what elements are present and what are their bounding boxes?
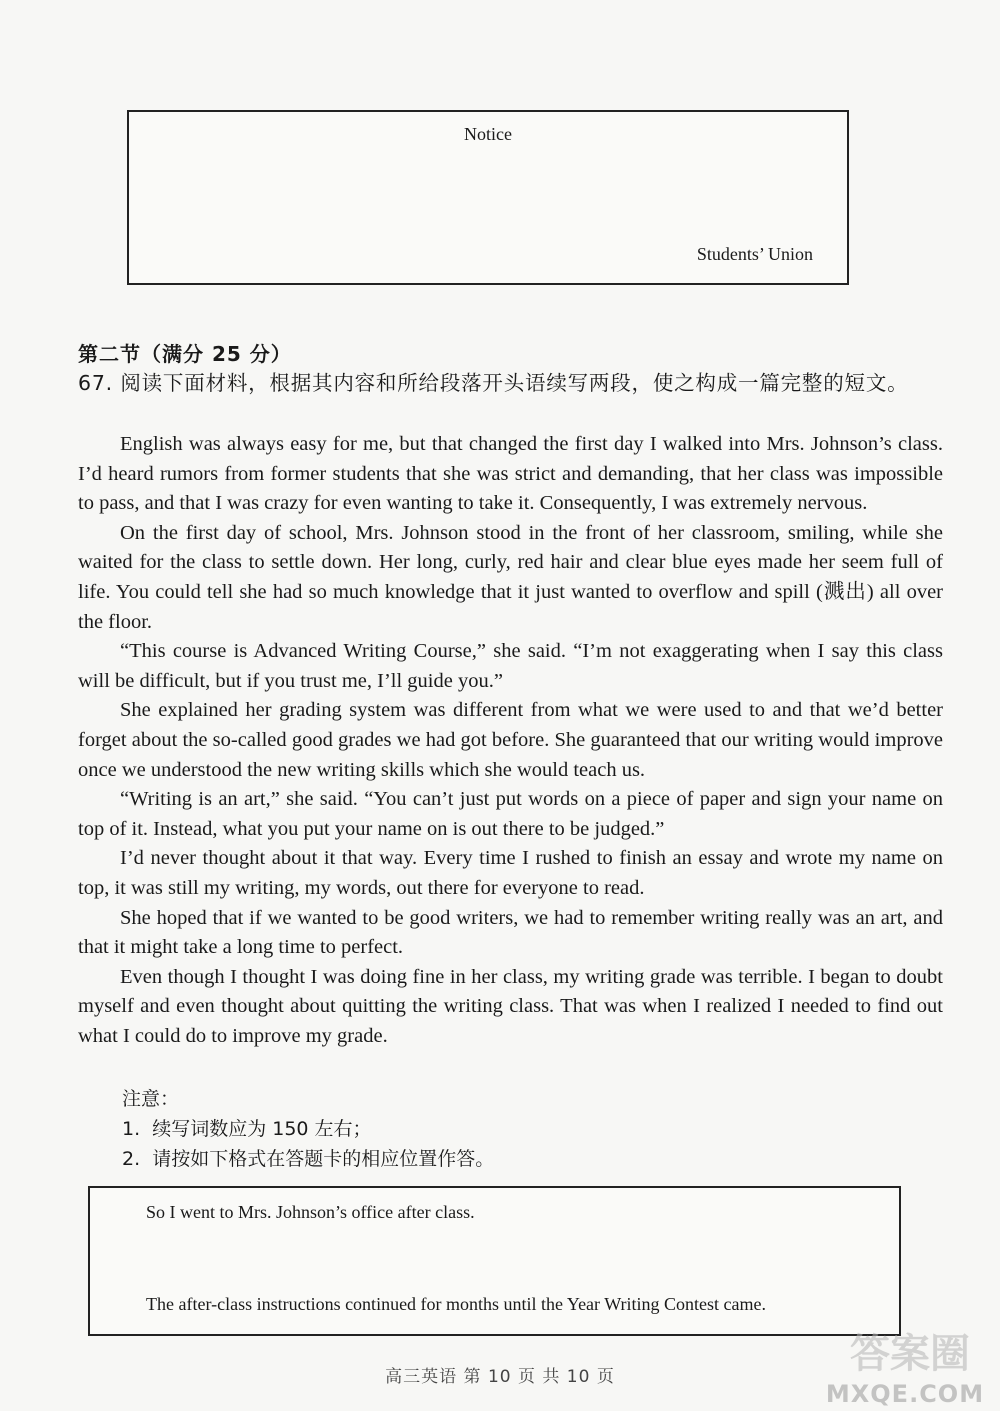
passage-paragraph: “Writing is an art,” she said. “You can’t just put words on a piece of paper and sign your name on top of it. Instead, what you put your name on is out there to be judged.” (78, 788, 943, 840)
notes-heading: 注意： (122, 1088, 180, 1110)
passage (78, 430, 943, 1051)
passage-paragraph: She explained her grading system was different from what we were used to and that we’d better forget about the so-called good grades we had got before. She guaranteed that our writing would improve once we understood the new writing skills which she would teach us. (78, 699, 943, 781)
passage-paragraph: She hoped that if we wanted to be good writers, we had to remember writing really was an art, and that it might take a long time to perfect. (78, 906, 943, 959)
watermark-site: MXQE.COM (825, 1380, 985, 1408)
passage-paragraph: I’d never thought about it that way. Every time I rushed to finish an essay and wrote my name on top, it was still my writing, my words, out there for everyone to read. (78, 847, 943, 899)
note-item: 1. 续写词数应为 150 左右； (122, 1118, 372, 1140)
notice-box (127, 110, 849, 285)
watermark-logo: 答案圈 (850, 1331, 970, 1377)
page-footer: 高三英语 第 10 页 共 10 页 (385, 1367, 615, 1387)
notice-title: Notice (464, 124, 512, 144)
section-heading: 第二节（满分 25 分） (78, 342, 292, 366)
answer-format-box (88, 1186, 901, 1336)
passage-paragraph: English was always easy for me, but that changed the first day I walked into Mrs. Johnson’s class. I’d heard rumors from former students that she was strict and demanding, that her class was impossible to pass, and that I was crazy for even wanting to take it. Consequently, I was extremely nervous. (78, 433, 943, 515)
question-prompt: 67. 阅读下面材料，根据其内容和所给段落开头语续写两段，使之构成一篇完整的短文。 (78, 371, 909, 395)
notes (122, 1084, 494, 1174)
passage-paragraph: Even though I thought I was doing fine in her class, my writing grade was terrible. I began to doubt myself and even thought about quitting the writing class. That was when I realized I needed to find out what I could do to improve my grade. (78, 965, 943, 1047)
watermark (815, 1318, 995, 1408)
passage-paragraph: “This course is Advanced Writing Course,” she said. “I’m not exaggerating when I say this class will be difficult, but if you trust me, I’ll guide you.” (78, 640, 943, 692)
notice-signature: Students’ Union (696, 244, 813, 264)
note-item: 2. 请按如下格式在答题卡的相应位置作答。 (122, 1148, 495, 1170)
passage-paragraph: On the first day of school, Mrs. Johnson stood in the front of her classroom, smiling, while she waited for the class to settle down. Her long, curly, red hair and clear blue eyes made her seem full of life. You could tell she had so much knowledge that it just wanted to overflow and spill (溅出) all over the floor. (78, 521, 943, 633)
answer-opening-sentence: So I went to Mrs. Johnson’s office after class. (146, 1202, 475, 1222)
answer-closing-sentence: The after-class instructions continued for months until the Year Writing Contest came. (146, 1294, 766, 1314)
